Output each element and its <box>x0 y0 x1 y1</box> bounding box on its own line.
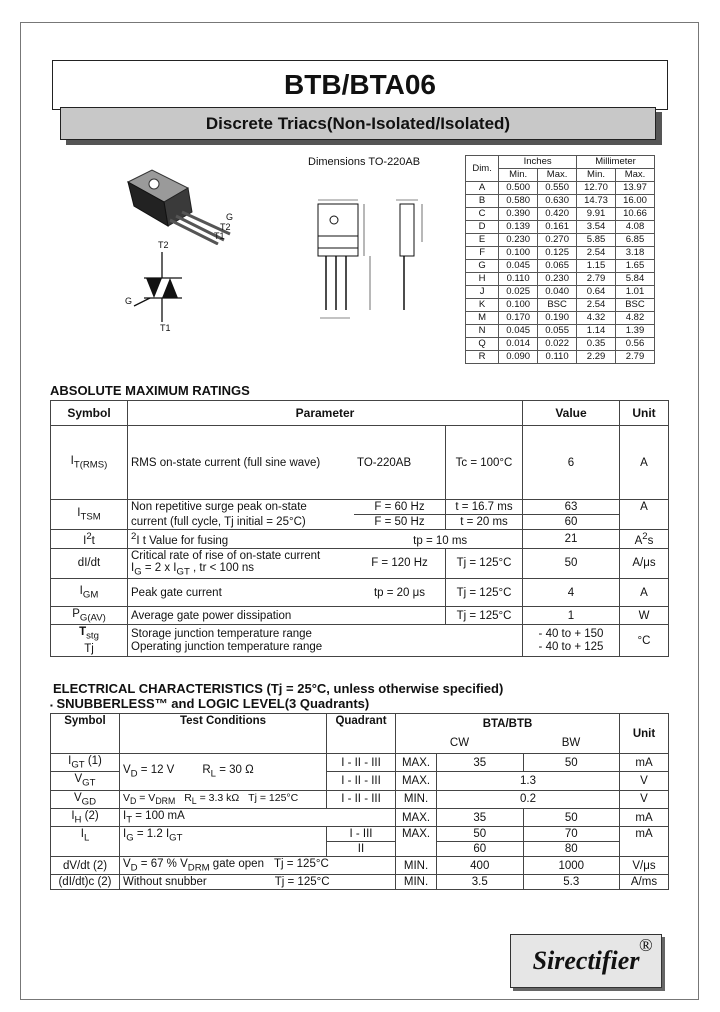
amr-row-i2t <box>51 530 669 549</box>
dimension-cell: 0.56 <box>616 338 655 351</box>
il-bw-2: 80 <box>523 842 620 857</box>
dimension-cell: BSC <box>616 299 655 312</box>
vgd-cond: $V_D = V_{DRM}$ $R_L = 3.3$ kΩ Tj = 125°C <box>120 790 327 808</box>
abs-max-title: ABSOLUTE MAXIMUM RATINGS <box>50 383 250 398</box>
package-outline-drawing <box>300 190 450 340</box>
dimension-cell: 0.190 <box>538 312 577 325</box>
itrms-pkg: TO-220AB <box>354 426 446 500</box>
vgt-val: 1.3 <box>437 772 620 790</box>
itsm-symbol: $I_{TSM}$ <box>51 500 128 530</box>
ec-h-bta: BTA/BTB <box>396 714 620 734</box>
dimension-cell: C <box>466 208 499 221</box>
dimension-cell: B <box>466 195 499 208</box>
dimension-cell: 0.040 <box>538 286 577 299</box>
i2t-unit: $A^2s$ <box>620 530 669 549</box>
dimension-cell: 1.65 <box>616 260 655 273</box>
inches-header: Inches <box>499 156 577 169</box>
dimension-cell: D <box>466 221 499 234</box>
ec-h-quad: Quadrant <box>327 714 396 754</box>
amr-row-pg <box>51 607 669 625</box>
didt-param: Critical rate of rise of on-state current $I_G = 2$ x $I_{GT}$ , tr < 100 ns <box>128 548 355 578</box>
dimensions-rows <box>466 182 655 364</box>
dimension-cell: 0.025 <box>499 286 538 299</box>
dimension-cell: 1.39 <box>616 325 655 338</box>
dimension-row <box>466 247 655 260</box>
amr-h-unit: Unit <box>620 401 669 426</box>
dimension-cell: 0.045 <box>499 260 538 273</box>
itrms-cond: Tc = 100°C <box>446 426 523 500</box>
igm-symbol: $I_{GM}$ <box>51 579 128 607</box>
dimension-row <box>466 325 655 338</box>
vgt-symbol: $V_{GT}$ <box>51 772 120 790</box>
il-unit: mA <box>620 827 669 857</box>
igt-cw: 35 <box>437 754 524 772</box>
dimension-cell: 0.139 <box>499 221 538 234</box>
ec-h-test: Test Conditions <box>120 714 327 754</box>
didt-value: 50 <box>523 548 620 578</box>
igm-value: 4 <box>523 579 620 607</box>
amr-row-didt <box>51 548 669 578</box>
dimension-cell: 14.73 <box>577 195 616 208</box>
didt-unit: A/μs <box>620 548 669 578</box>
dimension-row <box>466 338 655 351</box>
ih-unit: mA <box>620 808 669 826</box>
vgt-quad: I - II - III <box>327 772 396 790</box>
dimension-cell: 0.110 <box>538 351 577 364</box>
ih-lim: MAX. <box>396 808 437 826</box>
ec-row-didtc <box>51 875 669 890</box>
amr-h-param: Parameter <box>128 401 523 426</box>
il-cond: $I_G = 1.2$ $I_{GT}$ <box>120 827 327 857</box>
didtc-lim: MIN. <box>396 875 437 890</box>
dimension-cell: 0.100 <box>499 299 538 312</box>
il-quad-2: II <box>327 842 396 857</box>
didtc-symbol: (dI/dt)c (2) <box>51 875 120 890</box>
dimension-row <box>466 260 655 273</box>
abs-max-table <box>50 400 669 657</box>
dimension-cell: 1.14 <box>577 325 616 338</box>
dimension-cell: A <box>466 182 499 195</box>
symbol-t2-label: T2 <box>158 240 169 250</box>
dimension-cell: J <box>466 286 499 299</box>
ec-row-igt <box>51 754 669 772</box>
pg-param: Average gate power dissipation <box>128 607 446 625</box>
dimension-row <box>466 273 655 286</box>
amr-h-value: Value <box>523 401 620 426</box>
ec-row-vgd <box>51 790 669 808</box>
i2t-param-sup: 2 <box>131 531 137 542</box>
itsm-v1: 63 <box>523 500 620 515</box>
vgd-lim: MIN. <box>396 790 437 808</box>
vgd-val: 0.2 <box>437 790 620 808</box>
dimension-cell: 2.29 <box>577 351 616 364</box>
dimension-cell: G <box>466 260 499 273</box>
dimension-cell: 2.79 <box>577 273 616 286</box>
dimension-cell: M <box>466 312 499 325</box>
dimension-cell: E <box>466 234 499 247</box>
pg-symbol: $P_{G(AV)}$ <box>51 607 128 625</box>
mm-min-header: Min. <box>577 169 616 182</box>
dimension-cell: 13.97 <box>616 182 655 195</box>
ih-cw: 35 <box>437 808 524 826</box>
dimension-cell: 0.270 <box>538 234 577 247</box>
dimension-cell: 2.54 <box>577 247 616 260</box>
igt-symbol: $I_{GT}$ (1) <box>51 754 120 772</box>
igt-lim: MAX. <box>396 754 437 772</box>
dimension-cell: 4.82 <box>616 312 655 325</box>
itrms-param: RMS on-state current (full sine wave) <box>128 426 355 500</box>
dimension-cell: 1.15 <box>577 260 616 273</box>
dimension-row <box>466 286 655 299</box>
ih-cond: $I_T = 100$ mA <box>120 808 396 826</box>
ec-h-cw: CW <box>396 734 524 754</box>
dimension-cell: K <box>466 299 499 312</box>
igt-unit: mA <box>620 754 669 772</box>
dimension-cell: 9.91 <box>577 208 616 221</box>
i2t-symbol: $I^2t$ <box>51 530 128 549</box>
itsm-f1: F = 60 Hz <box>354 500 446 515</box>
dimension-row <box>466 221 655 234</box>
dimension-cell: 6.85 <box>616 234 655 247</box>
didtc-cw: 3.5 <box>437 875 524 890</box>
i2t-param: I t Value for fusing <box>136 534 229 547</box>
ih-symbol: $I_H$ (2) <box>51 808 120 826</box>
amr-row-tstg <box>51 625 669 656</box>
amr-h-symbol: Symbol <box>51 401 128 426</box>
dimension-cell: 0.065 <box>538 260 577 273</box>
dimension-cell: 0.022 <box>538 338 577 351</box>
dimension-row <box>466 351 655 364</box>
itsm-t1: t = 16.7 ms <box>446 500 523 515</box>
itsm-unit: A <box>620 500 669 530</box>
ec-h-bw: BW <box>523 734 620 754</box>
tstg-value: - 40 to + 150 - 40 to + 125 <box>523 625 620 656</box>
dimension-cell: BSC <box>538 299 577 312</box>
symbol-t1-label: T1 <box>160 323 171 333</box>
dimension-cell: 0.550 <box>538 182 577 195</box>
dimension-row <box>466 195 655 208</box>
pin-label-g: G <box>226 212 234 222</box>
igm-param: Peak gate current <box>128 579 355 607</box>
dimension-cell: 0.055 <box>538 325 577 338</box>
ih-bw: 50 <box>523 808 620 826</box>
vgd-unit: V <box>620 790 669 808</box>
itsm-f2: F = 50 Hz <box>354 515 446 530</box>
mm-header: Millimeter <box>577 156 655 169</box>
dvdt-lim: MIN. <box>396 857 437 875</box>
ec-h-symbol: Symbol <box>51 714 120 754</box>
dimension-cell: 0.35 <box>577 338 616 351</box>
dimension-cell: N <box>466 325 499 338</box>
i2t-param-cell <box>128 530 523 549</box>
inches-max-header: Max. <box>538 169 577 182</box>
dimension-cell: 0.170 <box>499 312 538 325</box>
dimension-cell: 3.18 <box>616 247 655 260</box>
dimension-cell: 10.66 <box>616 208 655 221</box>
elec-subtitle: ▪ SNUBBERLESS™ and LOGIC LEVEL(3 Quadrants) <box>50 696 370 711</box>
il-cw-2: 60 <box>437 842 524 857</box>
dimension-cell: 0.100 <box>499 247 538 260</box>
didt-tj: Tj = 125°C <box>446 548 523 578</box>
vgd-quad: I - II - III <box>327 790 396 808</box>
dimension-cell: 0.390 <box>499 208 538 221</box>
dimension-row <box>466 312 655 325</box>
pg-value: 1 <box>523 607 620 625</box>
itsm-param-1: Non repetitive surge peak on-state <box>128 500 355 515</box>
itrms-symbol: $I_{T(RMS)}$ <box>51 426 128 500</box>
dimension-cell: 0.500 <box>499 182 538 195</box>
dimension-cell: 1.01 <box>616 286 655 299</box>
elec-title: ELECTRICAL CHARACTERISTICS (Tj = 25°C, unless otherwise specified) <box>53 681 504 696</box>
dvdt-unit: V/μs <box>620 857 669 875</box>
dimension-cell: 0.230 <box>499 234 538 247</box>
tstg-param: Storage junction temperature range Operating junction temperature range <box>128 625 523 656</box>
dimensions-caption: Dimensions TO-220AB <box>308 156 421 168</box>
dimension-row <box>466 208 655 221</box>
itsm-param-2: current (full cycle, Tj initial = 25°C) <box>128 515 355 530</box>
dimension-cell: 0.014 <box>499 338 538 351</box>
dimension-cell: 0.090 <box>499 351 538 364</box>
ec-row-il-1 <box>51 827 669 842</box>
dimension-cell: R <box>466 351 499 364</box>
inches-min-header: Min. <box>499 169 538 182</box>
symbol-g-label: G <box>125 296 133 306</box>
igm-tp: tp = 20 μs <box>354 579 446 607</box>
dimension-cell: 2.79 <box>616 351 655 364</box>
dimension-cell: 0.230 <box>538 273 577 286</box>
dimension-cell: 0.161 <box>538 221 577 234</box>
il-bw-1: 70 <box>523 827 620 842</box>
didtc-bw: 5.3 <box>523 875 620 890</box>
pg-unit: W <box>620 607 669 625</box>
dimension-cell: 0.630 <box>538 195 577 208</box>
il-cw-1: 50 <box>437 827 524 842</box>
vgd-symbol: $V_{GD}$ <box>51 790 120 808</box>
dimension-cell: 3.54 <box>577 221 616 234</box>
amr-row-itsm-2 <box>51 515 669 530</box>
tstg-unit: °C <box>620 625 669 656</box>
didt-f: F = 120 Hz <box>354 548 446 578</box>
dimension-cell: 5.84 <box>616 273 655 286</box>
il-lim: MAX. <box>396 827 437 857</box>
itsm-v2: 60 <box>523 515 620 530</box>
itsm-t2: t = 20 ms <box>446 515 523 530</box>
pg-tj: Tj = 125°C <box>446 607 523 625</box>
dimension-cell: 4.08 <box>616 221 655 234</box>
tstg-symbol: $T_{stg}$ Tj <box>51 625 128 656</box>
dimension-cell: 16.00 <box>616 195 655 208</box>
ec-h-unit: Unit <box>620 714 669 754</box>
dimension-cell: 0.420 <box>538 208 577 221</box>
dimension-cell: 0.045 <box>499 325 538 338</box>
didtc-cond: Without snubber Tj = 125°C <box>120 875 396 890</box>
igt-bw: 50 <box>523 754 620 772</box>
pin-label-t1: T1 <box>214 231 225 241</box>
registered-mark: ® <box>639 935 653 955</box>
vgt-unit: V <box>620 772 669 790</box>
page-title: BTB/BTA06 <box>52 60 668 110</box>
mm-max-header: Max. <box>616 169 655 182</box>
igm-tj: Tj = 125°C <box>446 579 523 607</box>
pin-label-t2: T2 <box>220 222 231 232</box>
dimension-cell: 12.70 <box>577 182 616 195</box>
igt-cond: $V_D = 12$ V $R_L = 30$ Ω <box>120 754 327 791</box>
dimension-cell: 0.110 <box>499 273 538 286</box>
dimension-row <box>466 182 655 195</box>
elec-table <box>50 713 669 890</box>
igm-unit: A <box>620 579 669 607</box>
i2t-value: 21 <box>523 530 620 549</box>
igt-quad: I - II - III <box>327 754 396 772</box>
dvdt-cw: 400 <box>437 857 524 875</box>
company-logo: Sirectifier <box>510 934 662 988</box>
amr-row-itsm-1 <box>51 500 669 515</box>
dimension-cell: 2.54 <box>577 299 616 312</box>
dim-header: Dim. <box>466 156 499 182</box>
dimension-row <box>466 234 655 247</box>
dimension-cell: 0.125 <box>538 247 577 260</box>
dvdt-symbol: dV/dt (2) <box>51 857 120 875</box>
dimensions-table <box>465 155 655 364</box>
amr-row-itrms <box>51 426 669 500</box>
dimension-cell: 0.580 <box>499 195 538 208</box>
ec-row-ih <box>51 808 669 826</box>
il-symbol: $I_L$ <box>51 827 120 857</box>
vgt-lim: MAX. <box>396 772 437 790</box>
itrms-value: 6 <box>523 426 620 500</box>
dvdt-bw: 1000 <box>523 857 620 875</box>
dimension-cell: F <box>466 247 499 260</box>
page-subtitle: Discrete Triacs(Non-Isolated/Isolated) <box>60 107 656 140</box>
dvdt-cond: $V_D = 67$ % $V_{DRM}$ gate open Tj = 125°C <box>120 857 396 875</box>
didt-symbol: dI/dt <box>51 548 128 578</box>
dimension-cell: Q <box>466 338 499 351</box>
itrms-unit: A <box>620 426 669 500</box>
dimension-cell: 0.64 <box>577 286 616 299</box>
didtc-unit: A/ms <box>620 875 669 890</box>
i2t-cond: tp = 10 ms <box>413 534 468 547</box>
il-quad-1: I - III <box>327 827 396 842</box>
amr-row-igm <box>51 579 669 607</box>
dimension-cell: H <box>466 273 499 286</box>
ec-row-dvdt <box>51 857 669 875</box>
dimension-cell: 4.32 <box>577 312 616 325</box>
dimension-cell: 5.85 <box>577 234 616 247</box>
dimension-row <box>466 299 655 312</box>
